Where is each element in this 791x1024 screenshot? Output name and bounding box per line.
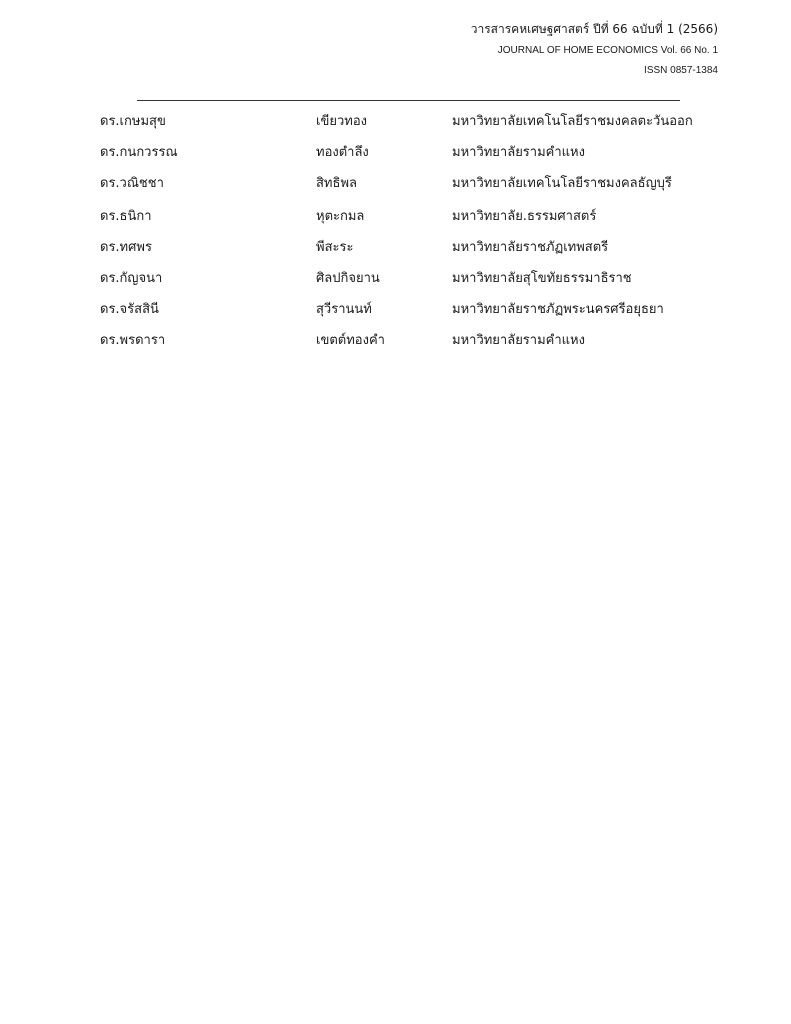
reviewer-affiliation: มหาวิทยาลัย.ธรรมศาสตร์	[452, 209, 597, 224]
list-item	[100, 201, 720, 232]
list-item	[100, 106, 720, 137]
reviewer-last-name: หุตะกมล	[316, 209, 365, 224]
list-item	[100, 137, 720, 168]
reviewer-affiliation: มหาวิทยาลัยสุโขทัยธรรมาธิราช	[452, 271, 632, 286]
reviewer-last-name: ศิลปกิจยาน	[316, 271, 380, 286]
header-divider	[137, 100, 680, 101]
reviewer-last-name: พีสะระ	[316, 240, 354, 255]
journal-issn: ISSN 0857-1384	[644, 65, 718, 76]
reviewer-first-name: ดร.ธนิกา	[100, 209, 152, 224]
reviewer-affiliation: มหาวิทยาลัยรามคำแหง	[452, 145, 585, 160]
reviewer-list	[100, 106, 720, 356]
reviewer-first-name: ดร.กัญจนา	[100, 271, 163, 286]
reviewer-first-name: ดร.วณิชชา	[100, 176, 164, 191]
reviewer-first-name: ดร.พรดารา	[100, 333, 166, 348]
reviewer-first-name: ดร.กนกวรรณ	[100, 145, 178, 160]
reviewer-last-name: เขตต์ทองคำ	[316, 333, 385, 348]
journal-title-english: JOURNAL OF HOME ECONOMICS Vol. 66 No. 1	[497, 45, 718, 56]
reviewer-last-name: สุวีรานนท์	[316, 302, 372, 317]
reviewer-affiliation: มหาวิทยาลัยเทคโนโลยีราชมงคลตะวันออก	[452, 114, 693, 129]
list-item	[100, 263, 720, 294]
reviewer-affiliation: มหาวิทยาลัยราชภัฏเทพสตรี	[452, 240, 609, 255]
reviewer-last-name: ทองตำลึง	[316, 145, 369, 160]
reviewer-first-name: ดร.เกษมสุข	[100, 114, 166, 129]
list-item	[100, 325, 720, 356]
reviewer-affiliation: มหาวิทยาลัยรามคำแหง	[452, 333, 585, 348]
reviewer-first-name: ดร.จรัสสินี	[100, 302, 159, 317]
reviewer-last-name: เขียวทอง	[316, 114, 367, 129]
reviewer-first-name: ดร.ทศพร	[100, 240, 152, 255]
list-item	[100, 232, 720, 263]
reviewer-affiliation: มหาวิทยาลัยเทคโนโลยีราชมงคลธัญบุรี	[452, 176, 672, 191]
reviewer-affiliation: มหาวิทยาลัยราชภัฏพระนครศรีอยุธยา	[452, 302, 664, 317]
journal-title-thai: วารสารคหเศษฐศาสตร์ ปีที่ 66 ฉบับที่ 1 (2566)	[470, 22, 718, 36]
list-item	[100, 168, 720, 201]
journal-header	[471, 20, 718, 78]
list-item	[100, 294, 720, 325]
reviewer-last-name: สิทธิพล	[316, 176, 357, 191]
